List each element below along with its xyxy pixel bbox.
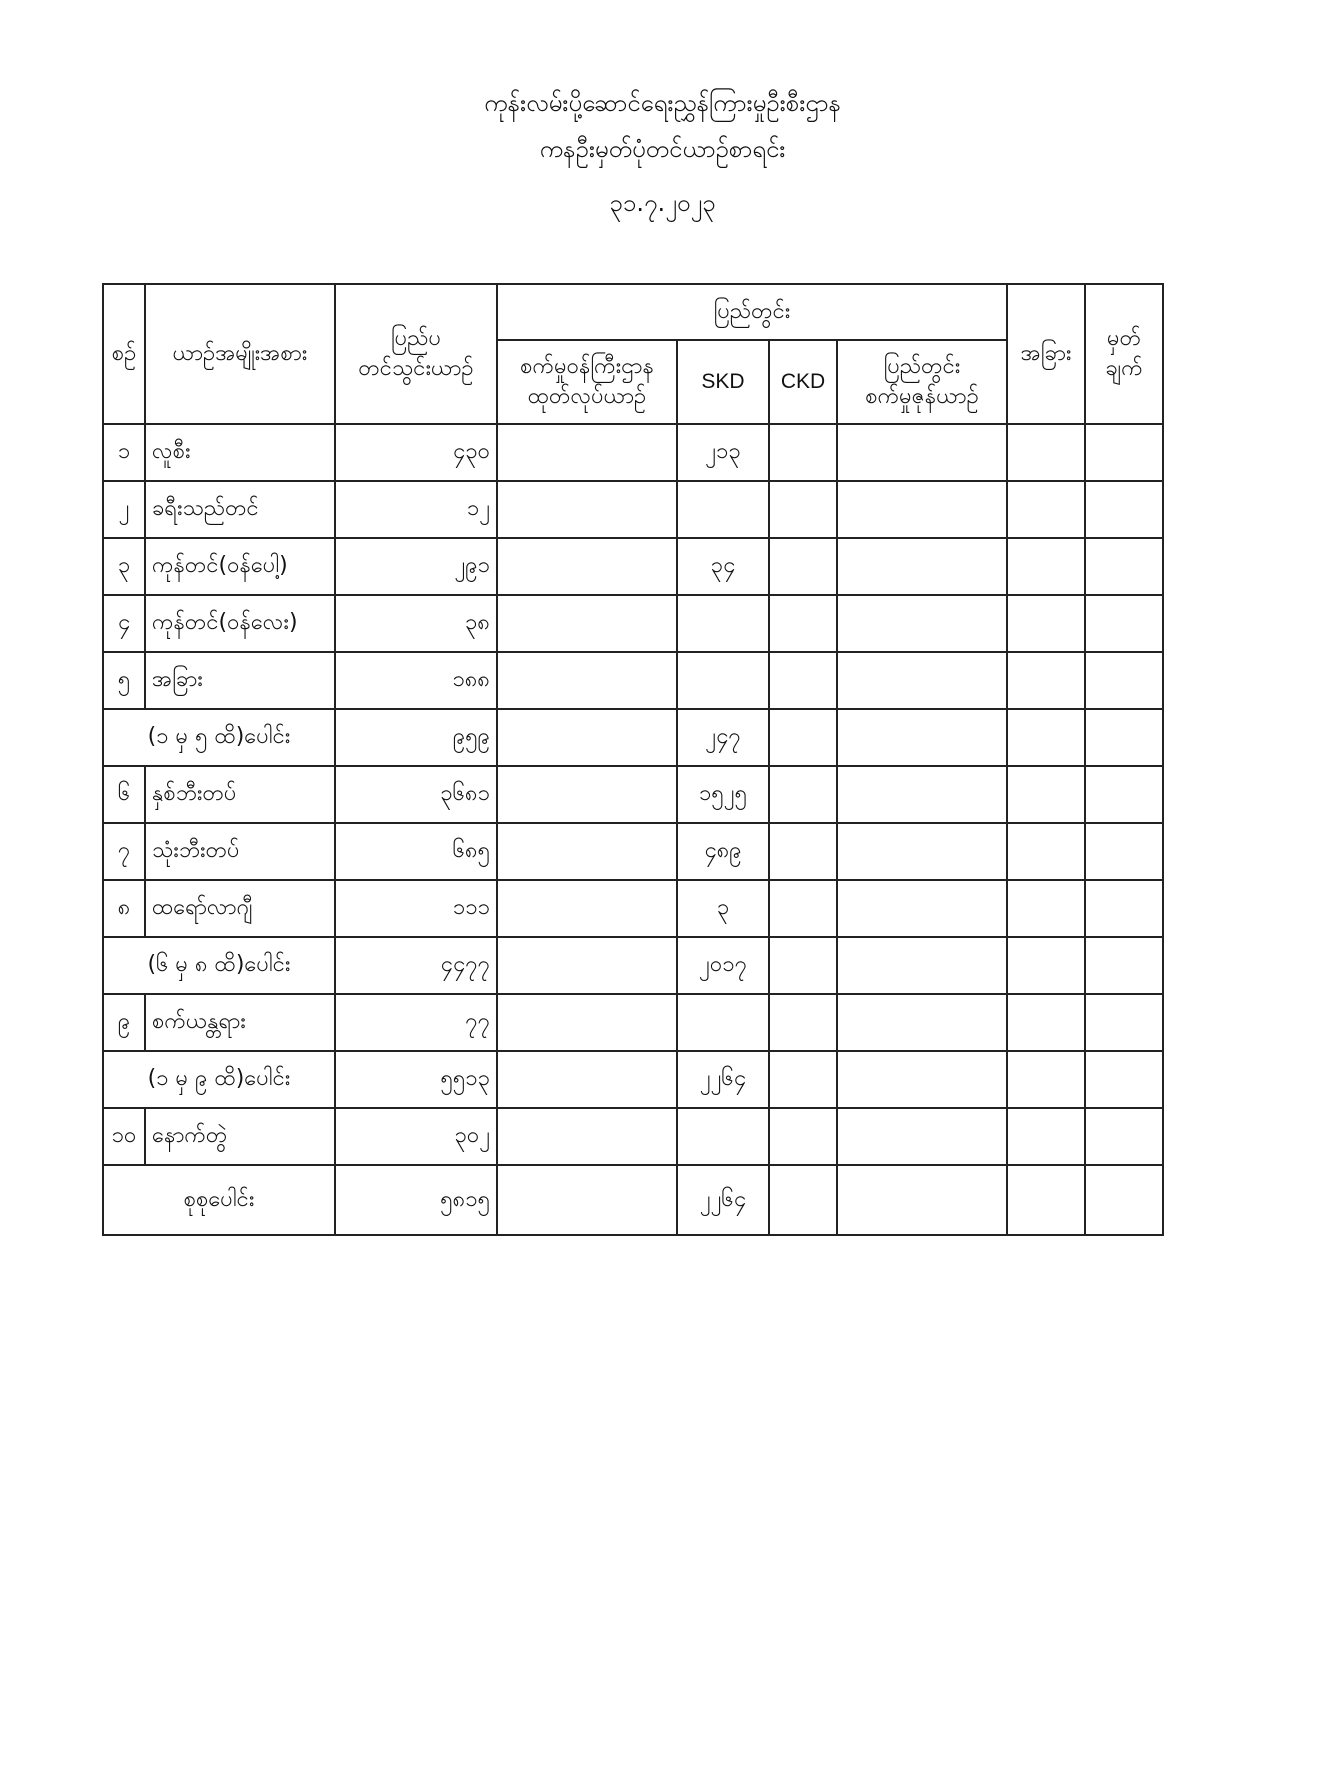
document-date: ၃၁.၇.၂၀၂၃ xyxy=(609,189,716,217)
factory-produced-count xyxy=(497,1108,677,1165)
header-no: စဉ် xyxy=(103,284,145,424)
ckd-count xyxy=(769,424,837,481)
domestic-assembled-count xyxy=(837,994,1007,1051)
domestic-assembled-count xyxy=(837,937,1007,994)
row-number: ၆ xyxy=(103,766,145,823)
table-row xyxy=(103,595,1163,652)
imported-count: ၅၈၁၅ xyxy=(335,1165,497,1235)
header-factory-line2: ထုတ်လုပ်ယာဉ် xyxy=(527,384,647,409)
header-imported-line2: တင်သွင်းယာဉ် xyxy=(358,356,474,381)
factory-produced-count xyxy=(497,595,677,652)
row-number: ၇ xyxy=(103,823,145,880)
remarks-cell xyxy=(1085,880,1163,937)
skd-count xyxy=(677,994,769,1051)
skd-count: ၂၂၆၄ xyxy=(677,1051,769,1108)
row-number: ၈ xyxy=(103,880,145,937)
domestic-assembled-count xyxy=(837,424,1007,481)
factory-produced-count xyxy=(497,937,677,994)
row-number: ၉ xyxy=(103,994,145,1051)
factory-produced-count xyxy=(497,994,677,1051)
table-row xyxy=(103,481,1163,538)
other-count xyxy=(1007,709,1085,766)
table-row xyxy=(103,880,1163,937)
subtotal-row xyxy=(103,709,1163,766)
imported-count: ၃၀၂ xyxy=(335,1108,497,1165)
remarks-cell xyxy=(1085,481,1163,538)
ckd-count xyxy=(769,823,837,880)
remarks-cell xyxy=(1085,1165,1163,1235)
row-label: (၁ မှ ၉ ထိ)ပေါင်း xyxy=(103,1051,335,1108)
header-skd: SKD xyxy=(677,340,769,424)
subtotal-row xyxy=(103,1051,1163,1108)
imported-count: ၇၇ xyxy=(335,994,497,1051)
row-vehicle-type: အခြား xyxy=(145,652,335,709)
domestic-assembled-count xyxy=(837,709,1007,766)
factory-produced-count xyxy=(497,1051,677,1108)
subtotal-row xyxy=(103,937,1163,994)
skd-count xyxy=(677,595,769,652)
other-count xyxy=(1007,595,1085,652)
row-label: (၁ မှ ၅ ထိ)ပေါင်း xyxy=(103,709,335,766)
header-assembled-line2: စက်မှုဇုန်ယာဉ် xyxy=(865,384,979,409)
imported-count: ၅၅၁၃ xyxy=(335,1051,497,1108)
ckd-count xyxy=(769,880,837,937)
skd-count: ၃ xyxy=(677,880,769,937)
header-assembled-line1: ပြည်တွင်း xyxy=(883,354,961,379)
row-number: ၁၀ xyxy=(103,1108,145,1165)
factory-produced-count xyxy=(497,1165,677,1235)
document-title: ကုန်းလမ်းပို့ဆောင်ရေးညွှန်ကြားမှုဦးစီးဌာန xyxy=(484,89,841,117)
table-row xyxy=(103,1108,1163,1165)
other-count xyxy=(1007,994,1085,1051)
imported-count: ၉၅၉ xyxy=(335,709,497,766)
domestic-assembled-count xyxy=(837,880,1007,937)
factory-produced-count xyxy=(497,481,677,538)
remarks-cell xyxy=(1085,937,1163,994)
domestic-assembled-count xyxy=(837,1051,1007,1108)
ckd-count xyxy=(769,766,837,823)
remarks-cell xyxy=(1085,424,1163,481)
other-count xyxy=(1007,1165,1085,1235)
document-subtitle: ကနဦးမှတ်ပုံတင်ယာဉ်စာရင်း xyxy=(539,135,786,163)
other-count xyxy=(1007,880,1085,937)
imported-count: ၄၃၀ xyxy=(335,424,497,481)
row-number: ၃ xyxy=(103,538,145,595)
header-factory-produced xyxy=(497,340,677,424)
factory-produced-count xyxy=(497,709,677,766)
remarks-cell xyxy=(1085,1108,1163,1165)
row-number: ၄ xyxy=(103,595,145,652)
table-row xyxy=(103,538,1163,595)
domestic-assembled-count xyxy=(837,1108,1007,1165)
imported-count: ၁၂ xyxy=(335,481,497,538)
other-count xyxy=(1007,823,1085,880)
row-number: ၅ xyxy=(103,652,145,709)
skd-count: ၄၈၉ xyxy=(677,823,769,880)
imported-count: ၁၈၈ xyxy=(335,652,497,709)
header-domestic-group: ပြည်တွင်း xyxy=(497,284,1007,340)
row-number: ၁ xyxy=(103,424,145,481)
row-vehicle-type: ခရီးသည်တင် xyxy=(145,481,335,538)
skd-count xyxy=(677,481,769,538)
domestic-assembled-count xyxy=(837,481,1007,538)
table-body xyxy=(103,424,1163,1235)
ckd-count xyxy=(769,538,837,595)
imported-count: ၃၆၈၁ xyxy=(335,766,497,823)
table-row xyxy=(103,994,1163,1051)
imported-count: ၄၄၇၇ xyxy=(335,937,497,994)
remarks-cell xyxy=(1085,652,1163,709)
domestic-assembled-count xyxy=(837,595,1007,652)
domestic-assembled-count xyxy=(837,1165,1007,1235)
factory-produced-count xyxy=(497,424,677,481)
total-row xyxy=(103,1165,1163,1235)
domestic-assembled-count xyxy=(837,823,1007,880)
remarks-cell xyxy=(1085,766,1163,823)
table-row xyxy=(103,823,1163,880)
skd-count xyxy=(677,1108,769,1165)
skd-count: ၃၄ xyxy=(677,538,769,595)
other-count xyxy=(1007,1051,1085,1108)
ckd-count xyxy=(769,709,837,766)
remarks-cell xyxy=(1085,538,1163,595)
ckd-count xyxy=(769,652,837,709)
registration-table xyxy=(102,283,1164,1236)
ckd-count xyxy=(769,481,837,538)
header-imported xyxy=(335,284,497,424)
header-remarks xyxy=(1085,284,1163,424)
row-label: (၆ မှ ၈ ထိ)ပေါင်း xyxy=(103,937,335,994)
imported-count: ၁၁၁ xyxy=(335,880,497,937)
other-count xyxy=(1007,538,1085,595)
domestic-assembled-count xyxy=(837,538,1007,595)
skd-count: ၁၅၂၅ xyxy=(677,766,769,823)
ckd-count xyxy=(769,595,837,652)
row-vehicle-type: လူစီး xyxy=(145,424,335,481)
domestic-assembled-count xyxy=(837,766,1007,823)
remarks-cell xyxy=(1085,595,1163,652)
other-count xyxy=(1007,1108,1085,1165)
header-imported-line1: ပြည်ပ xyxy=(390,326,442,351)
header-ckd: CKD xyxy=(769,340,837,424)
ckd-count xyxy=(769,1108,837,1165)
ckd-count xyxy=(769,1165,837,1235)
imported-count: ၃၈ xyxy=(335,595,497,652)
skd-count xyxy=(677,652,769,709)
skd-count: ၂၂၆၄ xyxy=(677,1165,769,1235)
remarks-cell xyxy=(1085,1051,1163,1108)
row-vehicle-type: စက်ယန္တရား xyxy=(145,994,335,1051)
table-row xyxy=(103,424,1163,481)
header-remarks-line1: မှတ် xyxy=(1107,326,1142,351)
domestic-assembled-count xyxy=(837,652,1007,709)
other-count xyxy=(1007,937,1085,994)
other-count xyxy=(1007,424,1085,481)
imported-count: ၆၈၅ xyxy=(335,823,497,880)
factory-produced-count xyxy=(497,880,677,937)
remarks-cell xyxy=(1085,823,1163,880)
row-vehicle-type: သုံးဘီးတပ် xyxy=(145,823,335,880)
header-domestic-assembled xyxy=(837,340,1007,424)
factory-produced-count xyxy=(497,823,677,880)
ckd-count xyxy=(769,937,837,994)
other-count xyxy=(1007,766,1085,823)
other-count xyxy=(1007,481,1085,538)
row-vehicle-type: ကုန်တင်(ဝန်ပေါ့) xyxy=(145,538,335,595)
factory-produced-count xyxy=(497,766,677,823)
row-number: ၂ xyxy=(103,481,145,538)
table-row xyxy=(103,766,1163,823)
skd-count: ၂၁၃ xyxy=(677,424,769,481)
header-other: အခြား xyxy=(1007,284,1085,424)
row-vehicle-type: ကုန်တင်(ဝန်လေး) xyxy=(145,595,335,652)
header-factory-line1: စက်မှုဝန်ကြီးဌာန xyxy=(520,354,654,379)
skd-count: ၂၀၁၇ xyxy=(677,937,769,994)
table-row xyxy=(103,652,1163,709)
row-vehicle-type: ထရော်လာဂျီ xyxy=(145,880,335,937)
remarks-cell xyxy=(1085,709,1163,766)
header-remarks-line2: ချက် xyxy=(1105,356,1143,381)
imported-count: ၂၉၁ xyxy=(335,538,497,595)
ckd-count xyxy=(769,1051,837,1108)
header-vehicle-type: ယာဉ်အမျိုးအစား xyxy=(145,284,335,424)
remarks-cell xyxy=(1085,994,1163,1051)
row-vehicle-type: နောက်တွဲ xyxy=(145,1108,335,1165)
row-vehicle-type: နှစ်ဘီးတပ် xyxy=(145,766,335,823)
row-label: စုစုပေါင်း xyxy=(103,1165,335,1235)
other-count xyxy=(1007,652,1085,709)
factory-produced-count xyxy=(497,538,677,595)
factory-produced-count xyxy=(497,652,677,709)
ckd-count xyxy=(769,994,837,1051)
skd-count: ၂၄၇ xyxy=(677,709,769,766)
